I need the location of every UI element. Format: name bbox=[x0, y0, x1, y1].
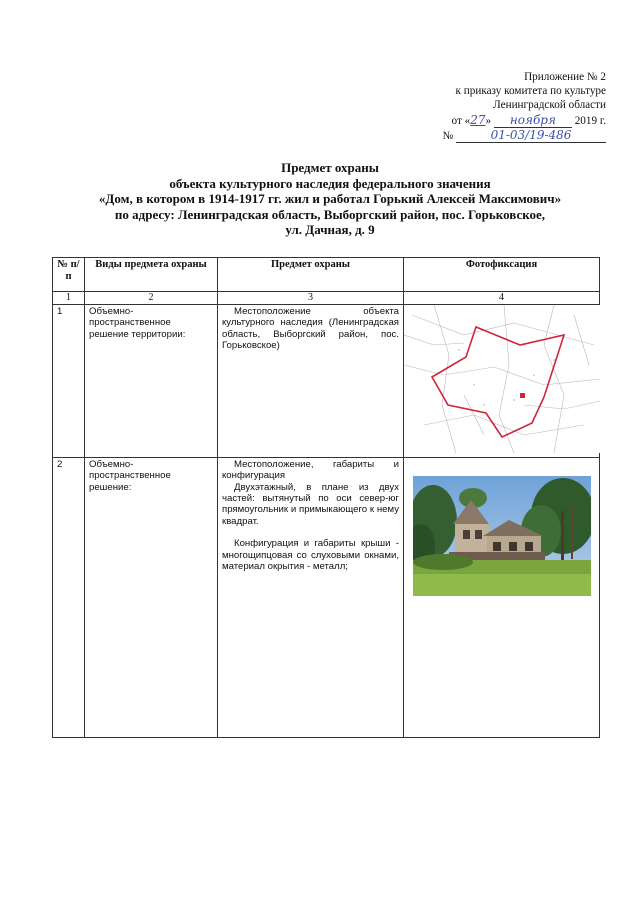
appendix-date bbox=[376, 113, 606, 128]
table-row bbox=[53, 305, 600, 458]
subject-paragraph: Двухэтажный, в плане из двух частей: вытянутый по оси север-юг прямоугольник и примыкающего к нему квадрат. bbox=[222, 481, 399, 527]
column-number: 3 bbox=[218, 292, 404, 305]
row-subject bbox=[218, 305, 404, 458]
subject-paragraph: Местоположение объекта культурного наследия (Ленинградская область, Выборгский район, пос. Горьковское) bbox=[222, 306, 399, 352]
header-type: Виды предмета охраны bbox=[85, 258, 218, 292]
subject-paragraph: Местоположение, габариты и конфигурация bbox=[222, 458, 399, 482]
house-marker bbox=[520, 393, 525, 398]
title-line-4: по адресу: Ленинградская область, Выборгский район, пос. Горьковское, bbox=[114, 206, 546, 222]
column-number: 2 bbox=[85, 292, 218, 305]
date-year: 2019 г. bbox=[574, 114, 606, 127]
site-map-image bbox=[404, 305, 600, 453]
number-value: 01-03/19-486 bbox=[456, 128, 606, 143]
date-day: 27 bbox=[470, 112, 486, 127]
appendix-header bbox=[376, 70, 606, 143]
title-line-2: объекта культурного наследия федерального значения bbox=[169, 175, 491, 191]
title-line-3: «Дом, в котором в 1914-1917 гг. жил и работал Горький Алексей Максимович» bbox=[98, 191, 562, 207]
header-photo: Фотофиксация bbox=[404, 258, 600, 292]
document-title bbox=[40, 160, 620, 238]
date-prefix: от « bbox=[451, 114, 471, 127]
site-map-cell bbox=[404, 305, 600, 458]
appendix-line-2: к приказу комитета по культуре bbox=[455, 85, 606, 98]
appendix-line-3: Ленинградской области bbox=[493, 99, 606, 112]
subject-paragraph: Конфигурация и габариты крыши - многощипцовая со слуховыми окнами, материал окрытия - металл; bbox=[222, 538, 399, 573]
date-month: ноября bbox=[494, 113, 572, 128]
header-subject: Предмет охраны bbox=[218, 258, 404, 292]
date-mid: » bbox=[485, 114, 492, 127]
column-number: 4 bbox=[404, 292, 600, 305]
number-prefix: № bbox=[442, 129, 454, 142]
row-subject bbox=[218, 457, 404, 737]
house-photo-cell bbox=[404, 457, 600, 737]
table-header-row bbox=[53, 258, 600, 292]
header-num: № п/п bbox=[53, 258, 85, 292]
row-type: Объемно-пространственное решение территории: bbox=[85, 305, 218, 458]
row-number: 1 bbox=[53, 305, 85, 458]
table-row bbox=[53, 457, 600, 737]
column-number: 1 bbox=[53, 292, 85, 305]
row-number: 2 bbox=[53, 457, 85, 737]
protection-table bbox=[52, 257, 600, 738]
column-number-row bbox=[53, 292, 600, 305]
title-line-5: ул. Дачная, д. 9 bbox=[285, 222, 375, 238]
house-photo bbox=[413, 476, 591, 596]
appendix-number bbox=[376, 128, 606, 143]
title-line-1: Предмет охраны bbox=[281, 160, 379, 175]
row-type: Объемно-пространственное решение: bbox=[85, 457, 218, 737]
appendix-line-1: Приложение № 2 bbox=[524, 71, 606, 83]
